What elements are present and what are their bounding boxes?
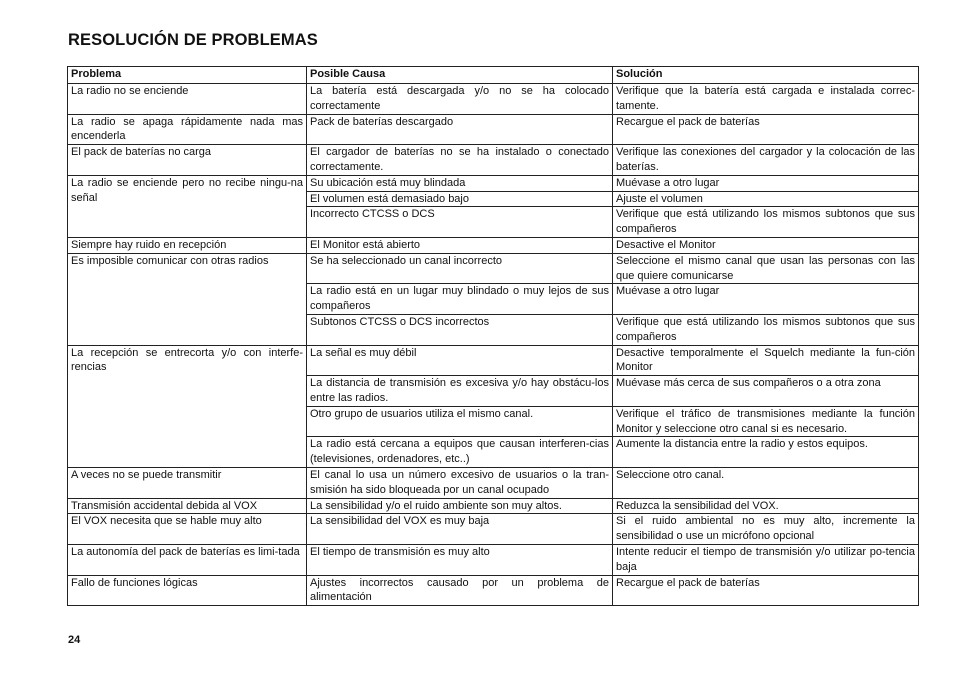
solution-cell: Muévase a otro lugar [613,284,919,315]
table-row [68,175,919,191]
cause-cell: La batería está descargada y/o no se ha colocado correctamente [307,84,613,115]
solution-cell: Ajuste el volumen [613,191,919,207]
table-row [68,467,919,498]
solution-cell: Si el ruido ambiental no es muy alto, incremente la sensibilidad o use un micrófono opcional [613,514,919,545]
solution-cell: Verifique que está utilizando los mismos subtonos que sus compañeros [613,314,919,345]
table-row [68,114,919,145]
table-row [68,575,919,606]
troubleshooting-table [67,66,919,606]
problem-cell: El VOX necesita que se hable muy alto [68,514,307,545]
table-row [68,84,919,115]
solution-cell: Seleccione el mismo canal que usan las personas con las que quiere comunicarse [613,253,919,284]
cause-cell: El tiempo de transmisión es muy alto [307,544,613,575]
problem-cell: Siempre hay ruido en recepción [68,237,307,253]
solution-cell: Recargue el pack de baterías [613,114,919,145]
problem-cell: La radio se apaga rápidamente nada mas encenderla [68,114,307,145]
cause-cell: La sensibilidad y/o el ruido ambiente son muy altos. [307,498,613,514]
cause-cell: La señal es muy débil [307,345,613,376]
solution-cell: Verifique que está utilizando los mismos subtonos que sus compañeros [613,207,919,238]
table-row [68,498,919,514]
solution-cell: Muévase a otro lugar [613,175,919,191]
cause-cell: Su ubicación está muy blindada [307,175,613,191]
cause-cell: Incorrecto CTCSS o DCS [307,207,613,238]
problem-cell: Es imposible comunicar con otras radios [68,253,307,345]
header-cause: Posible Causa [307,67,613,84]
cause-cell: El Monitor está abierto [307,237,613,253]
problem-cell: La radio no se enciende [68,84,307,115]
solution-cell: Desactive el Monitor [613,237,919,253]
solution-cell: Verifique el tráfico de transmisiones mediante la función Monitor y seleccione otro canal si es necesario. [613,406,919,437]
cause-cell: Subtonos CTCSS o DCS incorrectos [307,314,613,345]
problem-cell: Fallo de funciones lógicas [68,575,307,606]
cause-cell: La distancia de transmisión es excesiva y/o hay obstácu-los entre las radios. [307,376,613,407]
cause-cell: Se ha seleccionado un canal incorrecto [307,253,613,284]
cause-cell: La sensibilidad del VOX es muy baja [307,514,613,545]
cause-cell: El canal lo usa un número excesivo de usuarios o la tran-smisión ha sido bloqueada por un canal ocupado [307,467,613,498]
table-row [68,237,919,253]
table-row [68,145,919,176]
table-header-row [68,67,919,84]
solution-cell: Aumente la distancia entre la radio y estos equipos. [613,437,919,468]
solution-cell: Muévase más cerca de sus compañeros o a otra zona [613,376,919,407]
table-row [68,544,919,575]
solution-cell: Desactive temporalmente el Squelch mediante la fun-ción Monitor [613,345,919,376]
page-number: 24 [68,634,81,646]
problem-cell: La autonomía del pack de baterías es limi-tada [68,544,307,575]
header-problem: Problema [68,67,307,84]
solution-cell: Verifique que la batería está cargada e instalada correc-tamente. [613,84,919,115]
solution-cell: Verifique las conexiones del cargador y la colocación de las baterías. [613,145,919,176]
solution-cell: Recargue el pack de baterías [613,575,919,606]
page-title: RESOLUCIÓN DE PROBLEMAS [68,31,318,49]
cause-cell: El cargador de baterías no se ha instalado o conectado correctamente. [307,145,613,176]
cause-cell: La radio está cercana a equipos que causan interferen-cias (televisiones, ordenadores, etc..) [307,437,613,468]
problem-cell: A veces no se puede transmitir [68,467,307,498]
solution-cell: Seleccione otro canal. [613,467,919,498]
cause-cell: La radio está en un lugar muy blindado o muy lejos de sus compañeros [307,284,613,315]
problem-cell: La recepción se entrecorta y/o con interfe-rencias [68,345,307,467]
problem-cell: La radio se enciende pero no recibe ningu-na señal [68,175,307,237]
table-row [68,253,919,284]
cause-cell: El volumen está demasiado bajo [307,191,613,207]
problem-cell: Transmisión accidental debida al VOX [68,498,307,514]
problem-cell: El pack de baterías no carga [68,145,307,176]
table-row [68,345,919,376]
cause-cell: Otro grupo de usuarios utiliza el mismo canal. [307,406,613,437]
cause-cell: Pack de baterías descargado [307,114,613,145]
header-solution: Solución [613,67,919,84]
cause-cell: Ajustes incorrectos causado por un problema de alimentación [307,575,613,606]
table-row [68,514,919,545]
solution-cell: Reduzca la sensibilidad del VOX. [613,498,919,514]
solution-cell: Intente reducir el tiempo de transmisión y/o utilizar po-tencia baja [613,544,919,575]
